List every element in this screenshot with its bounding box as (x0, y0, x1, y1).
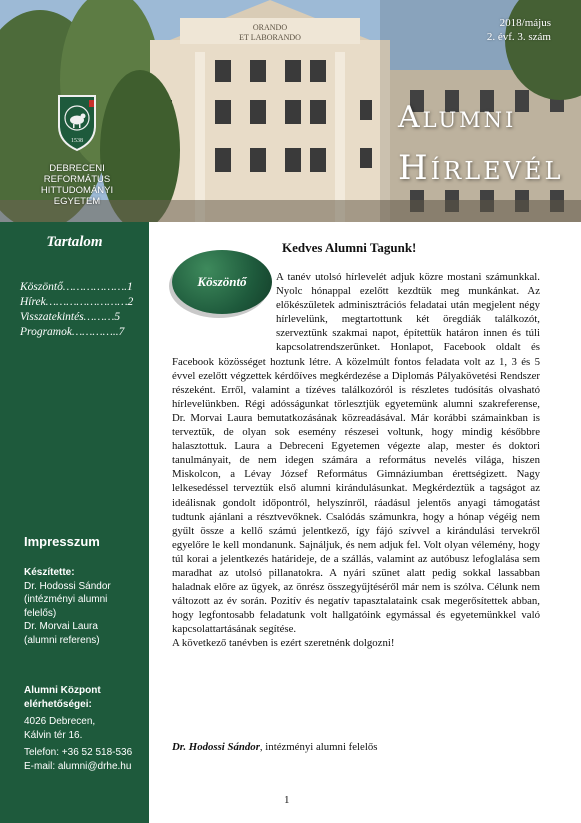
email-address[interactable]: E-mail: alumni@drhe.hu (24, 760, 132, 772)
university-crest-icon (53, 92, 101, 154)
phone-number: Telefon: +36 52 518-536 (24, 747, 133, 758)
sidebar (0, 222, 149, 823)
editors-label: Készítette: (24, 567, 75, 578)
issue-info (487, 16, 551, 44)
svg-text:1538: 1538 (71, 138, 83, 144)
contact-info (24, 684, 146, 773)
address-line: Kálvin tér 16. (24, 729, 83, 741)
signature-name: Dr. Hodossi Sándor (172, 741, 260, 753)
editor-line: felelős) (24, 607, 57, 619)
contact-label: Alumni Központ (24, 685, 101, 696)
impressum-editors (24, 566, 144, 647)
toc-item-koszonto[interactable]: Köszöntő……………….1 (20, 281, 133, 293)
signature (172, 741, 542, 753)
editor-line: (alumni referens) (24, 634, 100, 646)
greeting-heading: Kedves Alumni Tagunk! (282, 240, 417, 255)
contact-label: elérhetőségei: (24, 698, 92, 710)
toc-item-visszatekintes[interactable]: Visszatekintés………5 (20, 311, 121, 323)
university-logo-block (18, 92, 136, 207)
svg-text:ORANDO: ORANDO (252, 23, 288, 32)
editor-line: (intézményi alumni (24, 594, 108, 605)
newsletter-title-line1: Alumni (398, 100, 517, 135)
signature-role: , intézményi alumni felelős (259, 741, 378, 753)
section-badge-label: Köszöntő (197, 274, 247, 289)
section-badge (172, 250, 272, 314)
page-number: 1 (284, 794, 290, 806)
newsletter-title-line2: Hírlevél (398, 148, 564, 188)
svg-text:ET LABORANDO: ET LABORANDO (239, 33, 301, 42)
toc-item-programok[interactable]: Programok…………..7 (20, 326, 125, 338)
toc-title: Tartalom (46, 234, 103, 250)
article-paragraph: A tanév utolsó hírlevelét adjuk közre mostani számunkkal. Nyolc hónappal ezelőtt kezdtük meg munkánkat. Az előkészületek adminisztrációs feladatai után megjelent négy hírlevelünk, megtartottunk két öregdiák találkozót, szerveztünk szakmai napot, építettük határon innen és túli kapcsolatrendszerünket. Honlapot, Facebook oldalt és Facebook közösséget hoztunk létre. A közelmúlt fontos feladata volt az 1, 3 és 5 évvel ezelőtt végzettek kérdőíves megkérdezése a Diplomás Pályakövetési Rendszer részeként. Erről, valamint a tízéves találkozóról is részletes tudósítás olvasható hírlevelünkben. Régi adósságunkat törlesztjük egyetemünk alumni szakreferense, Dr. Morvai Laura bemutatkozásának közreadásával. Már korábbi számainkban is terveztük, de olyan sok esemény részesei voltunk, hogy mindig későbbre halasztottuk. Laura a Debreceni Egyetemen végezte alap, mester és doktori tanulmányait, de nem idegen számára a református nevelés világa, hiszen Miskolcon, a Lévay József Református Gimnáziumban érettségizett. Nagy lelkesedéssel terveztük első alumni kirándulásunkat. Megkérdeztük a tagságot az ideálisnak gondolt időpontról, helyszínről, ráadásul jelentős anyagi támogatást tudtunk ajánlani a résztvevőknek. Csalódás számunkra, hogy a hónap végéig nem gyűlt össze a kellő számú jelentkező, így fájó szívvel a kirándulási tervekről egyelőre le kell mondanunk. Sajnáljuk, és nem adjuk fel. Volt olyan vélemény, hogy túl korai a jelentkezés határideje, de a szállás, valamint az autóbusz lefoglalása sem maradhat az utolsó pillanatokra. A nyári szünet alatt pedig sokkal lassabban haladnak előre az ügyek, az önrész összegyűjtéséről már nem is szólva. Célunk nem változott az év során. Pozitív és negatív tapasztalataink csak megerősítettek abban, hogy legfontosabb feladatunk volt hallgatóink egymással és egyetemünkkel való kapcsolattartásának segítése. (172, 271, 540, 636)
article-body (172, 270, 540, 651)
issue-date: 2018/május (499, 17, 551, 29)
university-name: DEBRECENI REFORMÁTUS HITTUDOMÁNYI EGYETEM (40, 163, 114, 207)
editor-line: Dr. Morvai Laura (24, 621, 98, 632)
header-banner (0, 0, 581, 222)
impressum-title: Impresszum (24, 534, 100, 549)
article-closing: A következő tanévben is ezért szeretnénk dolgozni! (172, 637, 395, 650)
address-line: 4026 Debrecen, (24, 716, 96, 727)
issue-number: 2. évf. 3. szám (486, 31, 551, 43)
table-of-contents (20, 280, 140, 340)
toc-item-hirek[interactable]: Hírek……………………2 (20, 296, 134, 308)
editor-line: Dr. Hodossi Sándor (24, 580, 111, 592)
